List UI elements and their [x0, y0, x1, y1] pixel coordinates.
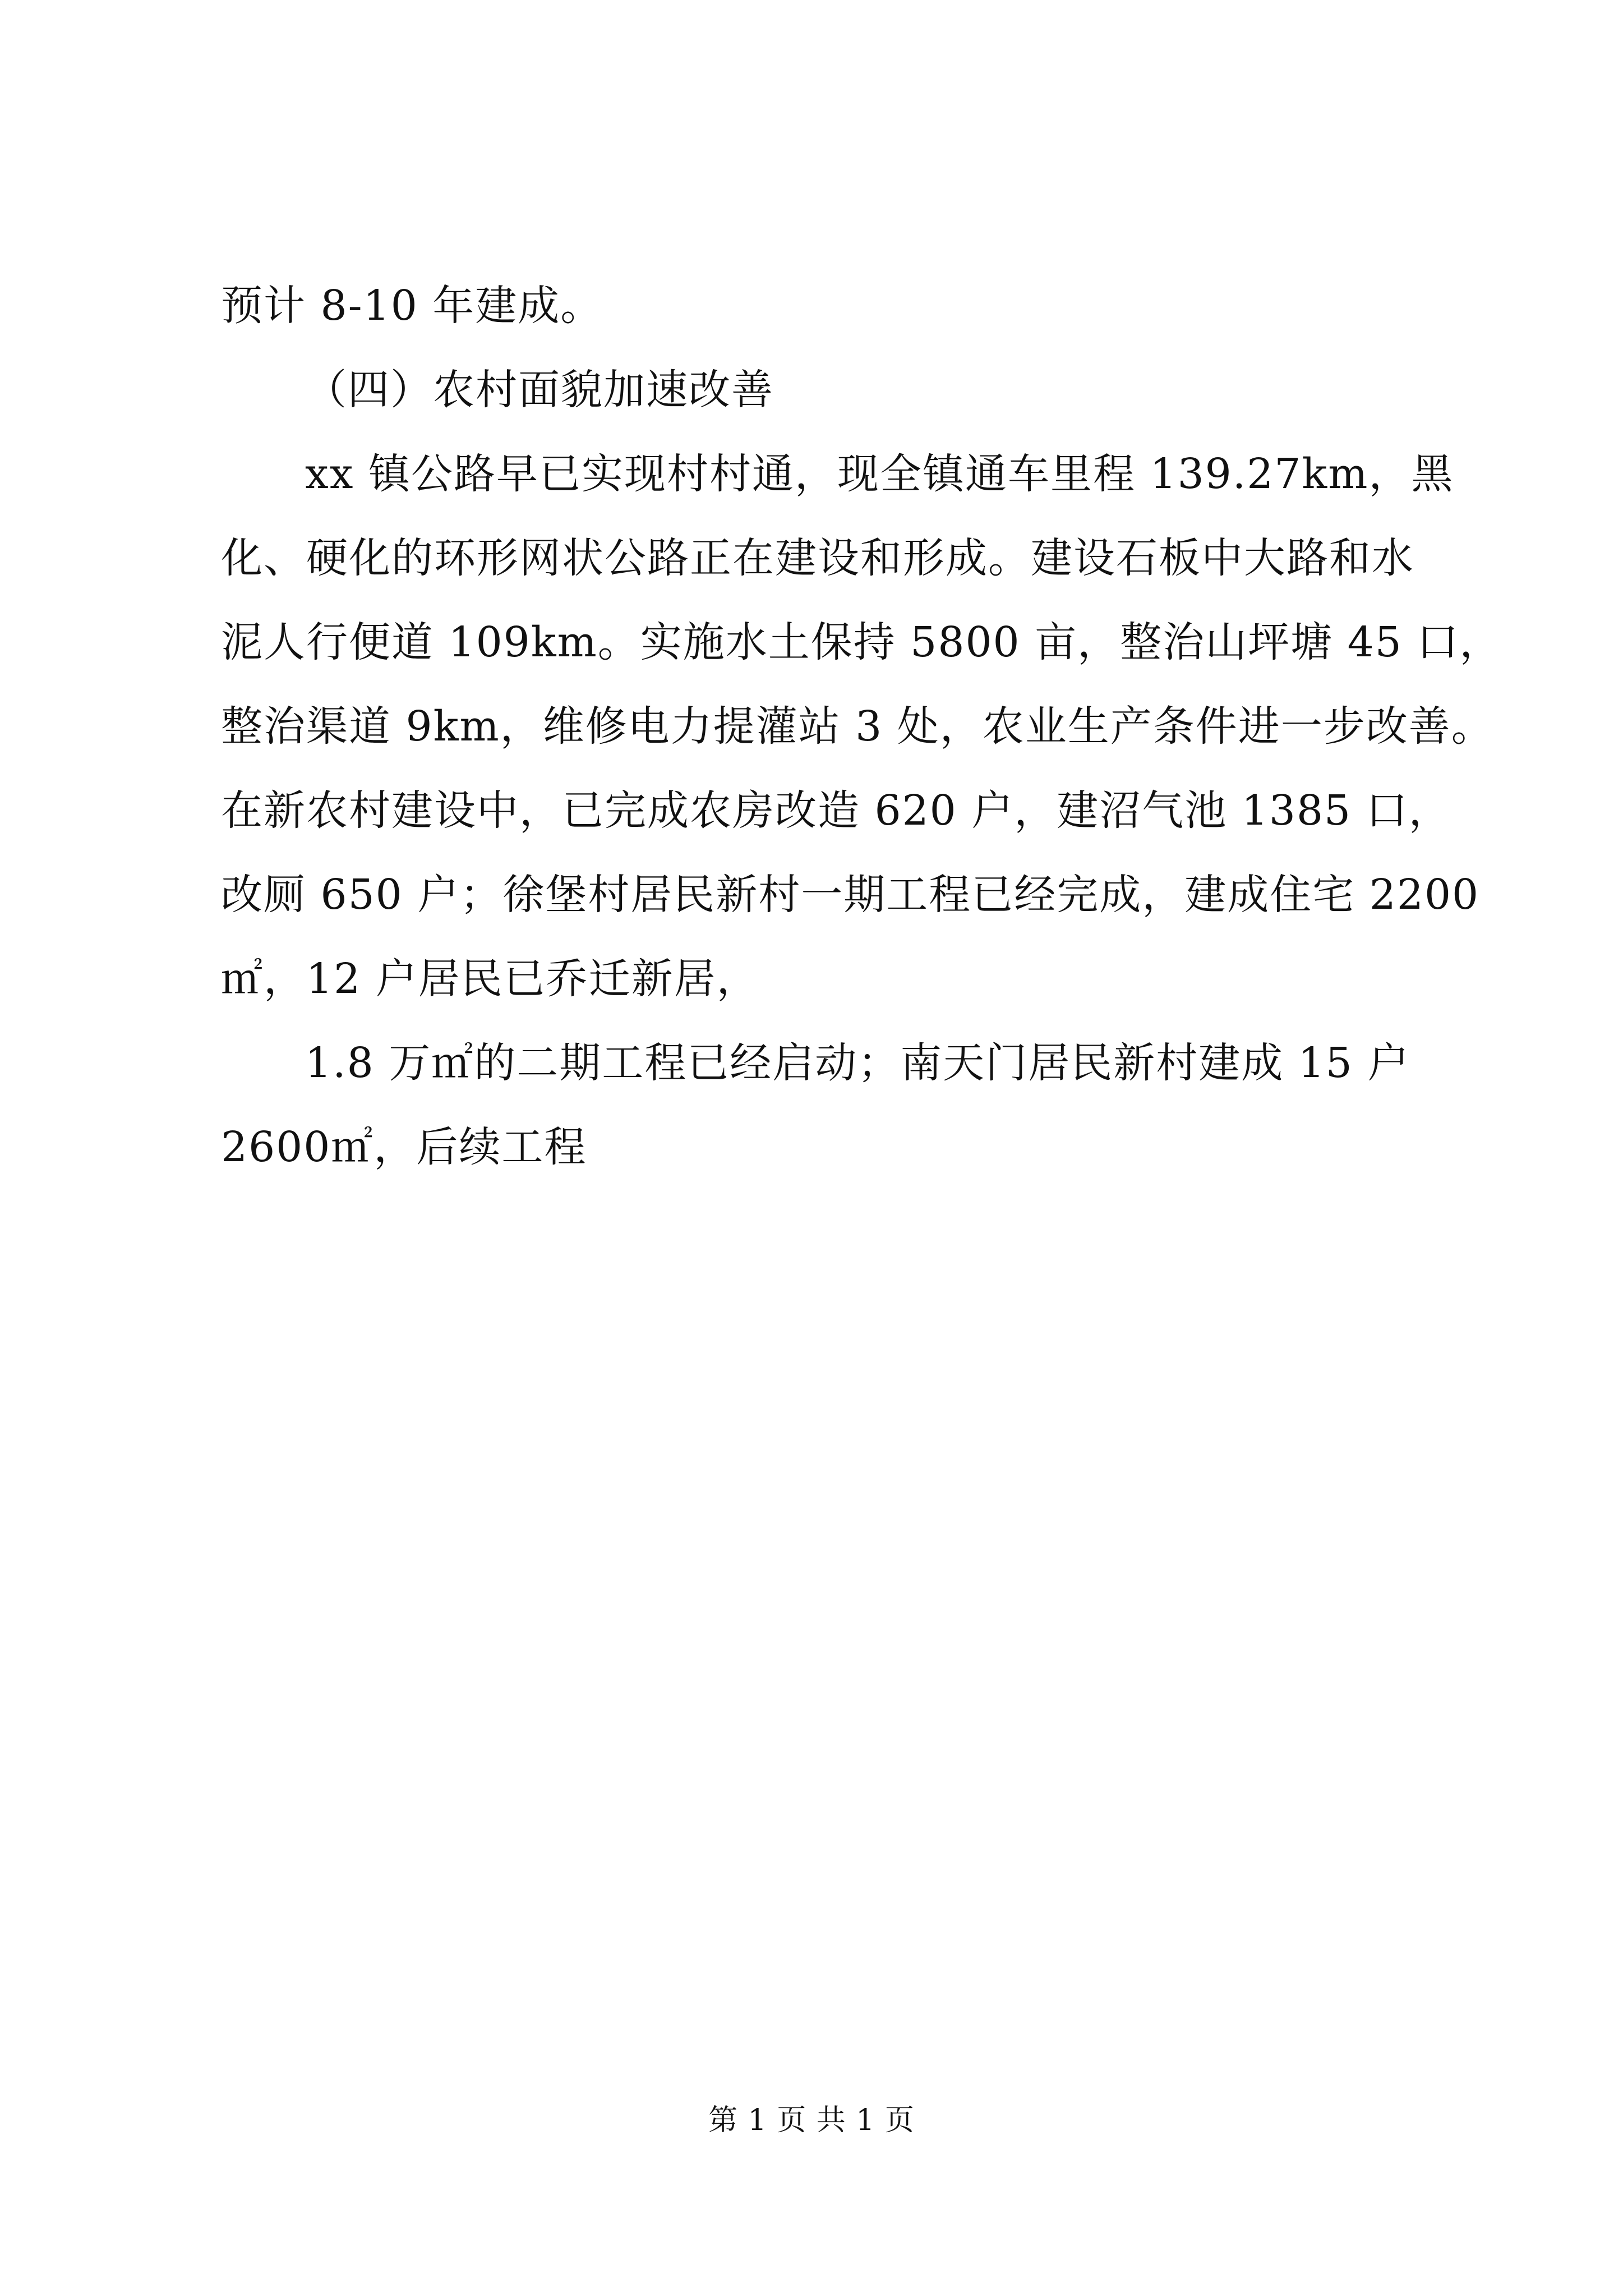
text-line: 整治渠道 9km，维修电力提灌站 3 处，农业生产条件进一步改善。	[221, 702, 1494, 751]
text-line: 2600㎡，后续工程	[221, 1123, 587, 1171]
document-body	[221, 264, 1502, 1189]
page-footer: 第 1 页 共 1 页	[708, 2104, 915, 2137]
section-heading: （四）农村面貌加速改善	[305, 366, 774, 414]
text-line: 在新农村建设中，已完成农房改造 620 户，建沼气池 1385 口，	[221, 786, 1451, 835]
text-line: ㎡，12 户居民已乔迁新居，	[221, 955, 759, 1003]
paragraph-first-line: 1.8 万㎡的二期工程已经启动；南天门居民新村建成 15 户	[305, 1039, 1410, 1087]
paragraph-first-line: xx 镇公路早已实现村村通，现全镇通车里程 139.27km，黑	[305, 450, 1454, 498]
text-line: 泥人行便道 109km。实施水土保持 5800 亩，整治山坪塘 45 口，	[221, 618, 1502, 666]
text-line: 化、硬化的环形网状公路正在建设和形成。建设石板中大路和水	[221, 534, 1414, 582]
text-line: 预计 8-10 年建成。	[221, 282, 603, 330]
text-line: 改厕 650 户；徐堡村居民新村一期工程已经完成，建成住宅 2200	[221, 871, 1480, 919]
